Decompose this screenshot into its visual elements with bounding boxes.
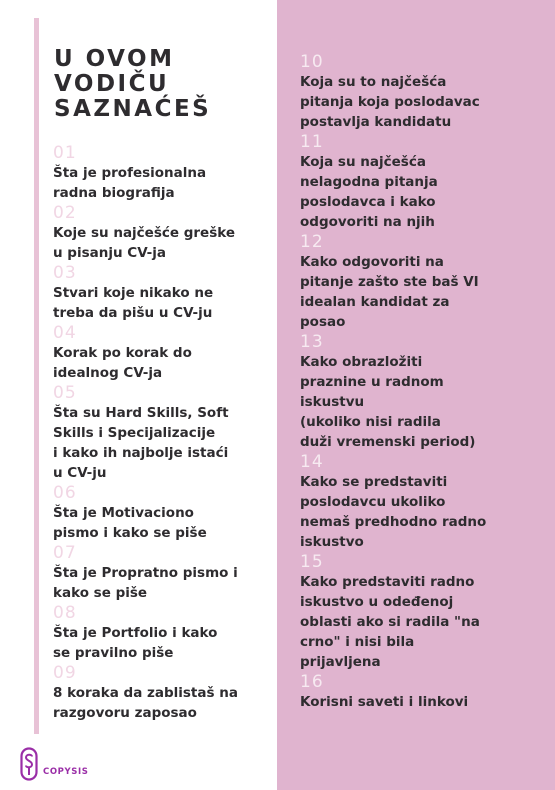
- copysis-logo-icon: [20, 747, 38, 781]
- toc-entry-number: 16: [300, 672, 324, 692]
- toc-entry-number: 09: [53, 663, 77, 683]
- toc-entry-text: Korisni saveti i linkovi: [300, 694, 469, 710]
- toc-entry-text: pitanje zašto ste baš VI: [300, 274, 479, 290]
- toc-entry: [53, 543, 258, 603]
- toc-entry-text: postavlja kandidatu: [300, 114, 452, 130]
- toc-entry-text: Stvari koje nikako ne: [53, 285, 214, 301]
- toc-entry-text: idealan kandidat za: [300, 294, 450, 310]
- toc-entry-text: nemaš predhodno radno: [300, 514, 487, 530]
- toc-entry: [300, 452, 510, 552]
- toc-entry-text: 8 koraka da zablistaš na: [53, 685, 238, 701]
- toc-entry-text: Šta je Propratno pismo i: [53, 565, 238, 581]
- toc-entry-text: Koje su najčešće greške: [53, 225, 236, 241]
- title-line: VODIČU: [54, 71, 170, 97]
- toc-entry-text: Šta je profesionalna: [53, 165, 207, 181]
- toc-entry-text: se pravilno piše: [53, 645, 174, 661]
- toc-entry-text: u CV-ju: [53, 465, 107, 481]
- toc-entry-text: crno" i nisi bila: [300, 634, 415, 650]
- toc-entry-number: 04: [53, 323, 77, 343]
- toc-entry-text: radna biografija: [53, 185, 175, 201]
- toc-entry-text: Kako predstaviti radno: [300, 574, 475, 590]
- page-title: [54, 47, 264, 122]
- toc-entry: [53, 483, 258, 543]
- toc-entry-text: Kako obrazložiti: [300, 354, 423, 370]
- logo-wordmark: COPYSIS: [43, 767, 89, 777]
- toc-entry-text: odgovoriti na njih: [300, 214, 435, 230]
- toc-entry-number: 01: [53, 143, 77, 163]
- toc-entry-text: pitanja koja poslodavac: [300, 94, 480, 110]
- toc-entry: [300, 232, 510, 332]
- toc-entry-text: praznine u radnom: [300, 374, 444, 390]
- toc-entry: [300, 672, 510, 712]
- toc-right-column: [300, 52, 510, 712]
- toc-entry-text: idealnog CV-ja: [53, 365, 163, 381]
- toc-entry-text: i kako ih najbolje istaći: [53, 445, 229, 461]
- toc-entry-text: Šta je Portfolio i kako: [53, 625, 218, 641]
- toc-entry-text: iskustvo u odeđenoj: [300, 594, 454, 610]
- toc-entry: [300, 52, 510, 132]
- toc-entry-text: (ukoliko nisi radila: [300, 414, 441, 430]
- toc-entry: [53, 383, 258, 483]
- toc-entry-text: Šta je Motivaciono: [53, 505, 194, 521]
- toc-entry-number: 15: [300, 552, 324, 572]
- toc-entry: [53, 323, 258, 383]
- toc-entry-text: iskustvo: [300, 534, 364, 550]
- toc-entry-text: kako se piše: [53, 585, 148, 601]
- toc-entry-text: razgovoru zaposao: [53, 705, 197, 721]
- title-line: SAZNAĆEŠ: [54, 96, 212, 122]
- toc-entry-text: Kako odgovoriti na: [300, 254, 444, 270]
- toc-entry-text: iskustvu: [300, 394, 365, 410]
- toc-entry-text: treba da pišu u CV-ju: [53, 305, 213, 321]
- toc-entry-text: Koja su najčešća: [300, 154, 426, 170]
- toc-entry-text: Koja su to najčešća: [300, 74, 447, 90]
- copysis-logo: [20, 747, 110, 783]
- toc-entry-text: duži vremenski period): [300, 434, 476, 450]
- toc-entry-number: 12: [300, 232, 324, 252]
- toc-entry: [53, 663, 258, 723]
- toc-entry-number: 03: [53, 263, 77, 283]
- toc-entry: [53, 603, 258, 663]
- toc-entry-text: posao: [300, 314, 346, 330]
- toc-entry-number: 08: [53, 603, 77, 623]
- toc-entry-text: poslodavca i kako: [300, 194, 436, 210]
- decorative-vertical-bar: [34, 18, 39, 734]
- toc-entry: [300, 132, 510, 232]
- toc-entry-text: pismo i kako se piše: [53, 525, 207, 541]
- toc-entry-text: u pisanju CV-ja: [53, 245, 167, 261]
- toc-entry-number: 05: [53, 383, 77, 403]
- toc-entry-text: Šta su Hard Skills, Soft: [53, 405, 229, 421]
- toc-entry-number: 11: [300, 132, 324, 152]
- toc-entry: [300, 332, 510, 452]
- toc-entry-text: Kako se predstaviti: [300, 474, 448, 490]
- toc-entry-number: 02: [53, 203, 77, 223]
- toc-left-column: [53, 143, 258, 723]
- toc-entry-text: poslodavcu ukoliko: [300, 494, 446, 510]
- toc-entry-number: 14: [300, 452, 324, 472]
- toc-entry-text: oblasti ako si radila "na: [300, 614, 480, 630]
- toc-entry-number: 07: [53, 543, 77, 563]
- toc-entry-number: 10: [300, 52, 324, 72]
- toc-entry-text: nelagodna pitanja: [300, 174, 438, 190]
- toc-entry-text: Skills i Specijalizacije: [53, 425, 216, 441]
- toc-entry: [300, 552, 510, 672]
- toc-entry-text: prijavljena: [300, 654, 381, 670]
- toc-entry-number: 06: [53, 483, 77, 503]
- toc-entry: [53, 263, 258, 323]
- toc-entry: [53, 143, 258, 203]
- title-line: U OVOM: [54, 46, 175, 72]
- toc-entry: [53, 203, 258, 263]
- toc-entry-text: Korak po korak do: [53, 345, 192, 361]
- toc-entry-number: 13: [300, 332, 324, 352]
